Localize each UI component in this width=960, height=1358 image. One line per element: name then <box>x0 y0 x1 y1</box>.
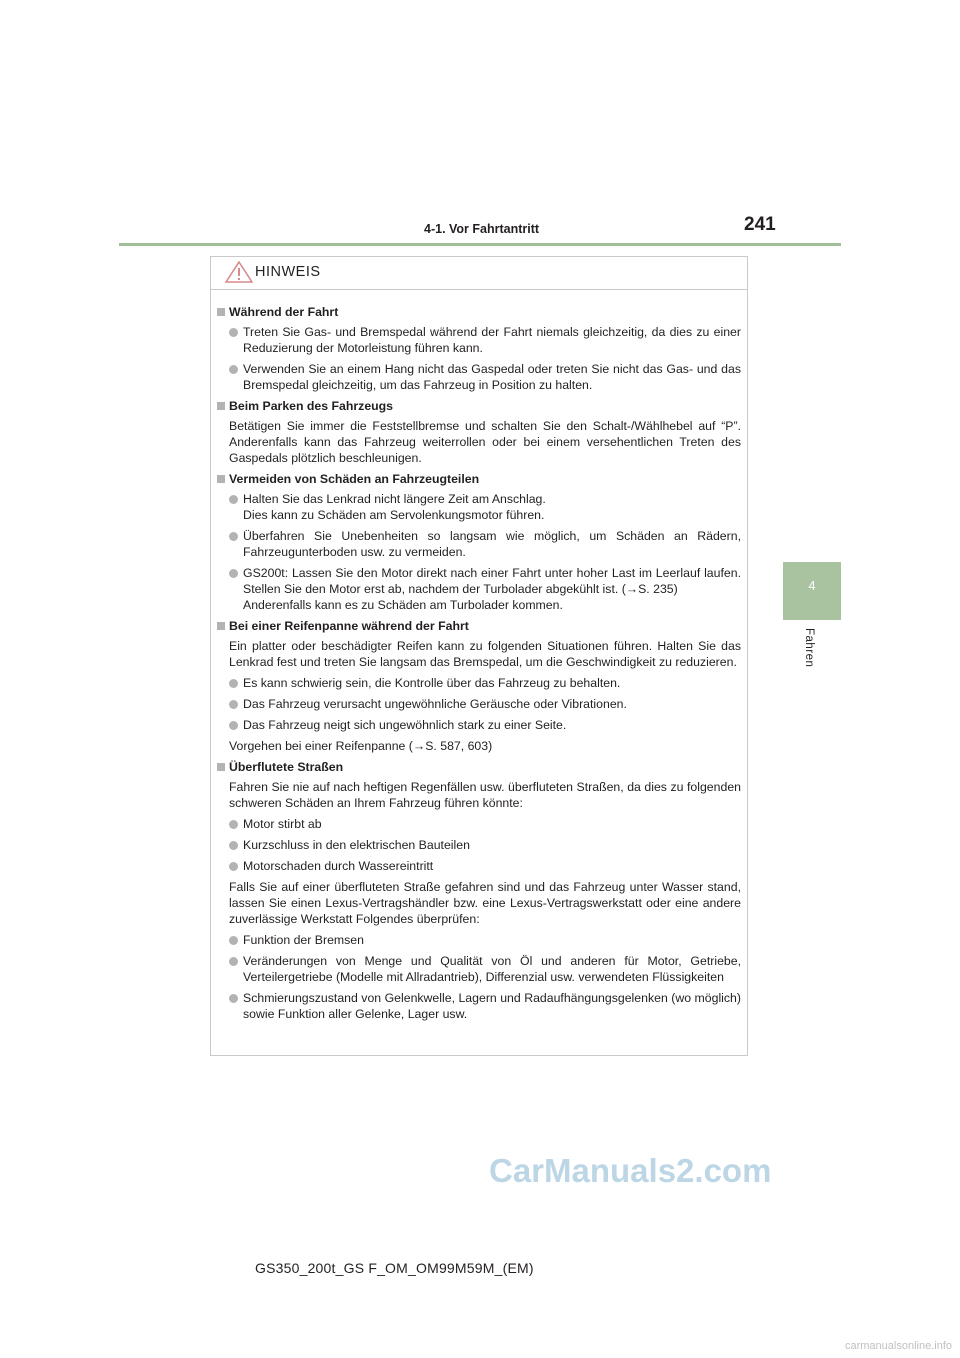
section-text: Fahren Sie nie auf nach heftigen Regenfällen usw. überfluteten Straßen, da dies zu folgenden schweren Schäden an Ihrem Fahrzeug führen könnte: <box>229 780 741 810</box>
notice-box <box>210 256 748 1056</box>
section-heading: Bei einer Reifenpanne während der Fahrt <box>217 618 741 634</box>
list-item: Das Fahrzeug verursacht ungewöhnliche Geräusche oder Vibrationen. <box>217 696 741 712</box>
section-title: 4-1. Vor Fahrtantritt <box>424 222 540 236</box>
section-reference: Vorgehen bei einer Reifenpanne (→S. 587, 603) <box>229 739 493 753</box>
section-heading: Beim Parken des Fahrzeugs <box>217 398 741 414</box>
list-item: Verwenden Sie an einem Hang nicht das Gaspedal oder treten Sie nicht das Gas- und das Bremspedal gleichzeitig, um das Fahrzeug in Position zu halten. <box>217 361 741 393</box>
section-heading: Überflutete Straßen <box>217 759 741 775</box>
section-text: Falls Sie auf einer überfluteten Straße gefahren sind und das Fahrzeug unter Wasser stand, lassen Sie einen Lexus-Vertragshändler bzw. eine Lexus-Vertragswerkstatt oder eine andere zuverlässige Werkstatt Folgendes überprüfen: <box>229 880 741 926</box>
list-item: Funktion der Bremsen <box>217 932 741 948</box>
watermark-logo: CarManuals2.com <box>489 1152 772 1189</box>
watermark-url: carmanualsonline.info <box>844 1340 952 1352</box>
list-item-line: GS200t: Lassen Sie den Motor direkt nach einer Fahrt unter hoher Last im Leerlauf laufen. Stellen Sie den Motor erst ab, nachdem der Turbolader abgekühlt ist. (→S. 235) <box>243 566 741 596</box>
list-item: Motorschaden durch Wassereintritt <box>217 858 741 874</box>
header-divider <box>119 243 841 246</box>
list-item-line: Anderenfalls kann es zu Schäden am Turbolader kommen. <box>243 598 563 612</box>
list-item-line: Halten Sie das Lenkrad nicht längere Zeit am Anschlag. <box>243 492 546 506</box>
notice-body <box>211 290 747 1022</box>
list-item: Schmierungszustand von Gelenkwelle, Lagern und Radaufhängungsgelenken (wo möglich) sowie Funktion aller Gelenke, Lager usw. <box>217 990 741 1022</box>
list-item: Das Fahrzeug neigt sich ungewöhnlich stark zu einer Seite. <box>217 717 741 733</box>
list-item: Überfahren Sie Unebenheiten so langsam wie möglich, um Schäden an Rädern, Fahrzeugunterboden usw. zu vermeiden. <box>217 528 741 560</box>
notice-header <box>211 257 747 290</box>
document-code: GS350_200t_GS F_OM_OM99M59M_(EM) <box>255 1260 534 1276</box>
chapter-number: 4 <box>808 578 816 593</box>
section-heading: Während der Fahrt <box>217 304 741 320</box>
list-item: Treten Sie Gas- und Bremspedal während der Fahrt niemals gleichzeitig, da dies zu einer Reduzierung der Motorleistung führen kann. <box>217 324 741 356</box>
chapter-label: Fahren <box>803 628 815 668</box>
section-heading: Vermeiden von Schäden an Fahrzeugteilen <box>217 471 741 487</box>
chapter-tab[interactable] <box>783 562 841 620</box>
section-text: Ein platter oder beschädigter Reifen kann zu folgenden Situationen führen. Halten Sie das Lenkrad fest und treten Sie langsam das Bremspedal, um die Geschwindigkeit zu reduzieren. <box>229 639 741 669</box>
list-item: Veränderungen von Menge und Qualität von Öl und anderen für Motor, Getriebe, Verteilergetriebe (Modelle mit Allradantrieb), Differenzial usw. verwendeten Flüssigkeiten <box>217 953 741 985</box>
list-item <box>217 565 741 613</box>
list-item: Es kann schwierig sein, die Kontrolle über das Fahrzeug zu behalten. <box>217 675 741 691</box>
list-item-line: Dies kann zu Schäden am Servolenkungsmotor führen. <box>243 508 545 522</box>
list-item: Motor stirbt ab <box>217 816 741 832</box>
page-number: 241 <box>744 214 776 235</box>
section-text: Betätigen Sie immer die Feststellbremse und schalten Sie den Schalt-/Wählhebel auf “P”. Anderenfalls kann das Fahrzeug weiterrollen oder bei einem versehentlichen Treten des Gaspedals plötzlich beschleunigen. <box>229 419 741 465</box>
list-item: Kurzschluss in den elektrischen Bauteilen <box>217 837 741 853</box>
notice-title: HINWEIS <box>255 264 321 280</box>
warning-triangle-icon <box>225 261 253 283</box>
list-item <box>217 491 741 523</box>
